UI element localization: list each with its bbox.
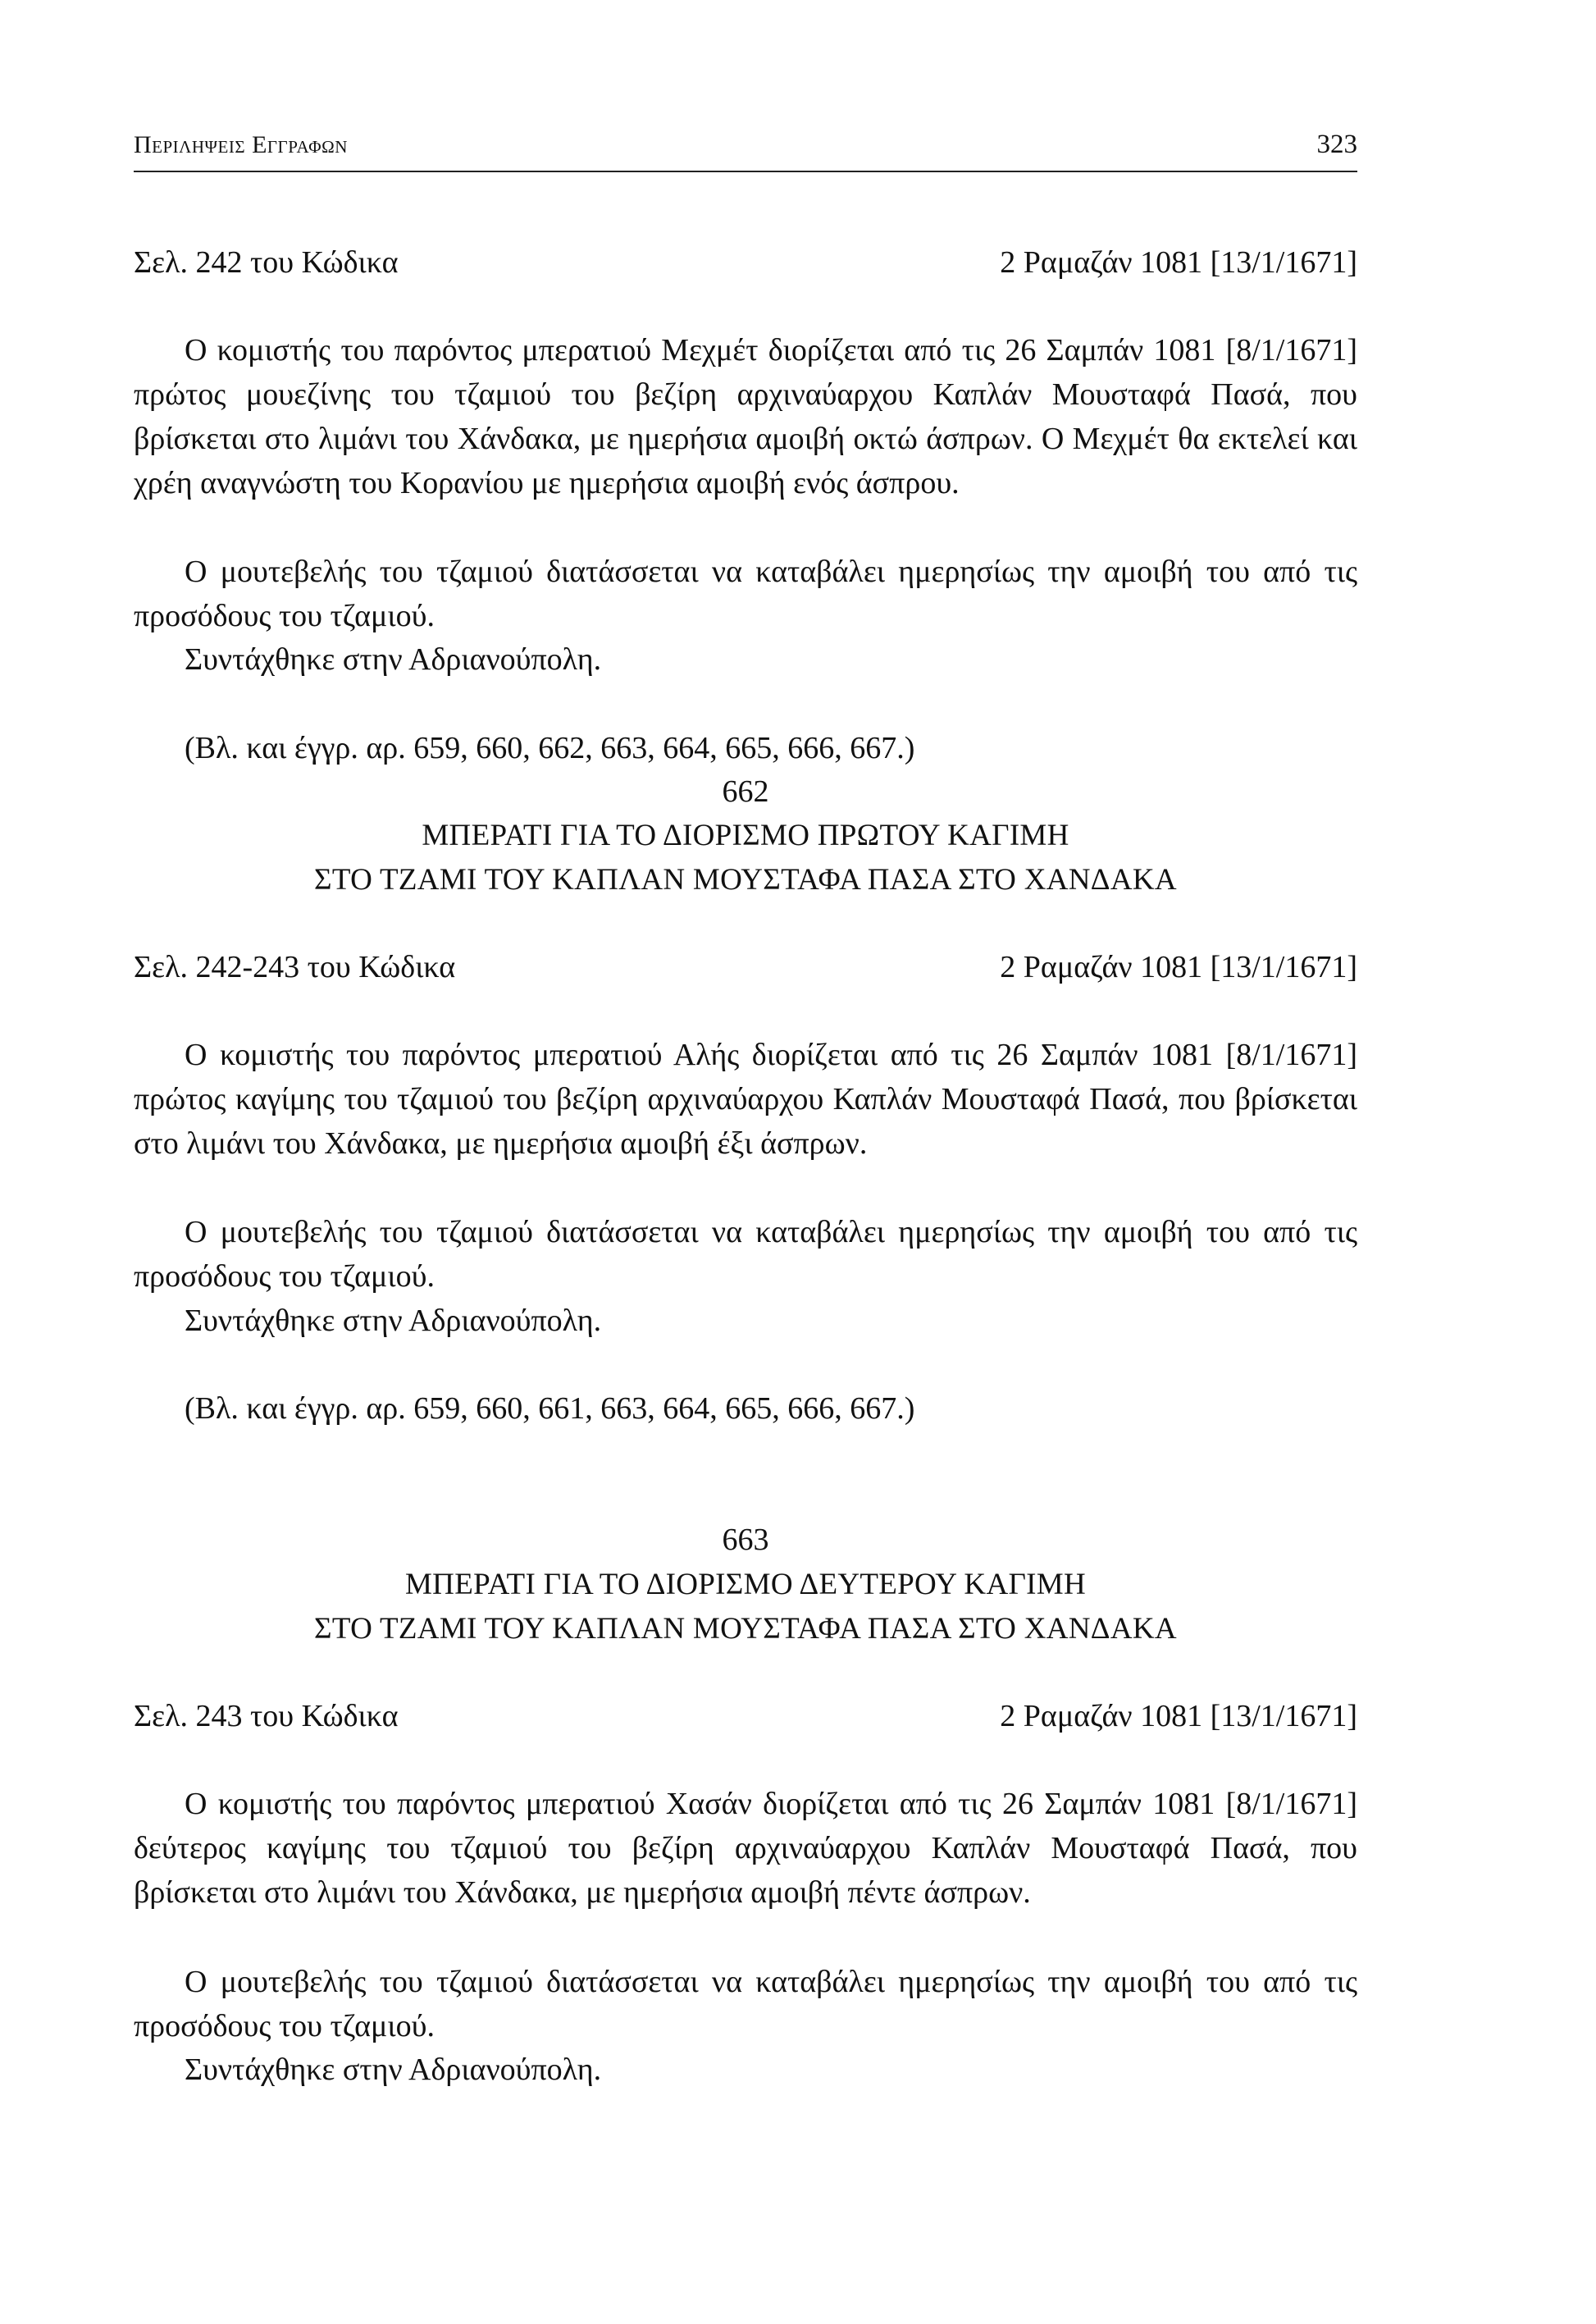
running-header [134,130,1357,172]
doc-663-title-line1: ΜΠΕΡΑΤΙ ΓΙΑ ΤΟ ΔΙΟΡΙΣΜΟ ΔΕΥΤΕΡΟΥ ΚΑΓΙΜΗ [404,1568,1087,1601]
doc-662-refs: (Βλ. και έγγρ. αρ. 659, 660, 661, 663, 664, 665, 666, 667.) [185,1391,915,1426]
doc-661-payment: Ο μουτεβελής του τζαμιού διατάσσεται να καταβάλει ημερησίως την αμοιβή του από τις προσόδους του τζαμιού. [134,555,1357,633]
doc-661-refs: (Βλ. και έγγρ. αρ. 659, 660, 662, 663, 664, 665, 666, 667.) [185,731,915,765]
doc-661-body: Ο κομιστής του παρόντος μπερατιού Μεχμέτ διορίζεται από τις 26 Σαμπάν 1081 [8/1/1671] πρώτος μουεζίνης του τζαμιού του βεζίρη αρχιναύαρχου Καπλάν Μουσταφά Πασά, που βρίσκεται στο λιμάνι του Χάνδακα, με ημερήσια αμοιβή οκτώ άσπρων. Ο Μεχμέτ θα εκτελεί και χρέη αναγνώστη του Κορανίου με ημερήσια αμοιβή ενός άσπρου. [134,333,1357,500]
doc-662-date: 2 Ραμαζάν 1081 [13/1/1671] [1000,950,1357,984]
doc-663-meta [134,1694,1357,1738]
doc-662-source: Σελ. 242-243 του Κώδικα [134,950,456,984]
doc-662-payment: Ο μουτεβελής του τζαμιού διατάσσεται να καταβάλει ημερησίως την αμοιβή του από τις προσόδους του τζαμιού. [134,1215,1357,1294]
doc-663-number: 663 [722,1523,769,1557]
doc-662-title-line1: ΜΠΕΡΑΤΙ ΓΙΑ ΤΟ ΔΙΟΡΙΣΜΟ ΠΡΩΤΟΥ ΚΑΓΙΜΗ [422,819,1069,852]
running-title: Περιληψεις Εγγραφων [134,131,348,158]
doc-662-meta [134,945,1357,989]
doc-662-place: Συντάχθηκε στην Αδριανούπολη. [185,1304,602,1338]
doc-663-place: Συντάχθηκε στην Αδριανούπολη. [185,2052,602,2087]
doc-663-title-line2: ΣΤΟ ΤΖΑΜΙ ΤΟΥ ΚΑΠΛΑΝ ΜΟΥΣΤΑΦΑ ΠΑΣΑ ΣΤΟ ΧΑΝΔΑΚΑ [314,1612,1177,1646]
page-number: 323 [1316,130,1357,159]
doc-662-number: 662 [722,774,769,809]
doc-662-title-line2: ΣΤΟ ΤΖΑΜΙ ΤΟΥ ΚΑΠΛΑΝ ΜΟΥΣΤΑΦΑ ΠΑΣΑ ΣΤΟ ΧΑΝΔΑΚΑ [314,863,1177,897]
doc-663-date: 2 Ραμαζάν 1081 [13/1/1671] [1000,1699,1357,1733]
doc-661-date: 2 Ραμαζάν 1081 [13/1/1671] [1000,245,1357,280]
doc-661-place: Συντάχθηκε στην Αδριανούπολη. [185,642,602,677]
doc-663-source: Σελ. 243 του Κώδικα [134,1699,399,1733]
doc-662-body: Ο κομιστής του παρόντος μπερατιού Αλής διορίζεται από τις 26 Σαμπάν 1081 [8/1/1671] πρώτος καγίμης του τζαμιού του βεζίρη αρχιναύαρχου Καπλάν Μουσταφά Πασά, που βρίσκεται στο λιμάνι του Χάνδακα, με ημερήσια αμοιβή έξι άσπρων. [134,1038,1357,1161]
doc-663-body: Ο κομιστής του παρόντος μπερατιού Χασάν διορίζεται από τις 26 Σαμπάν 1081 [8/1/1671] δεύτερος καγίμης του τζαμιού του βεζίρη αρχιναύαρχου Καπλάν Μουσταφά Πασά, που βρίσκεται στο λιμάνι του Χάνδακα, με ημερήσια αμοιβή πέντε άσπρων. [134,1787,1357,1910]
doc-661-source: Σελ. 242 του Κώδικα [134,245,399,280]
doc-663-payment: Ο μουτεβελής του τζαμιού διατάσσεται να καταβάλει ημερησίως την αμοιβή του από τις προσόδους του τζαμιού. [134,1965,1357,2043]
doc-661-meta [134,240,1357,285]
